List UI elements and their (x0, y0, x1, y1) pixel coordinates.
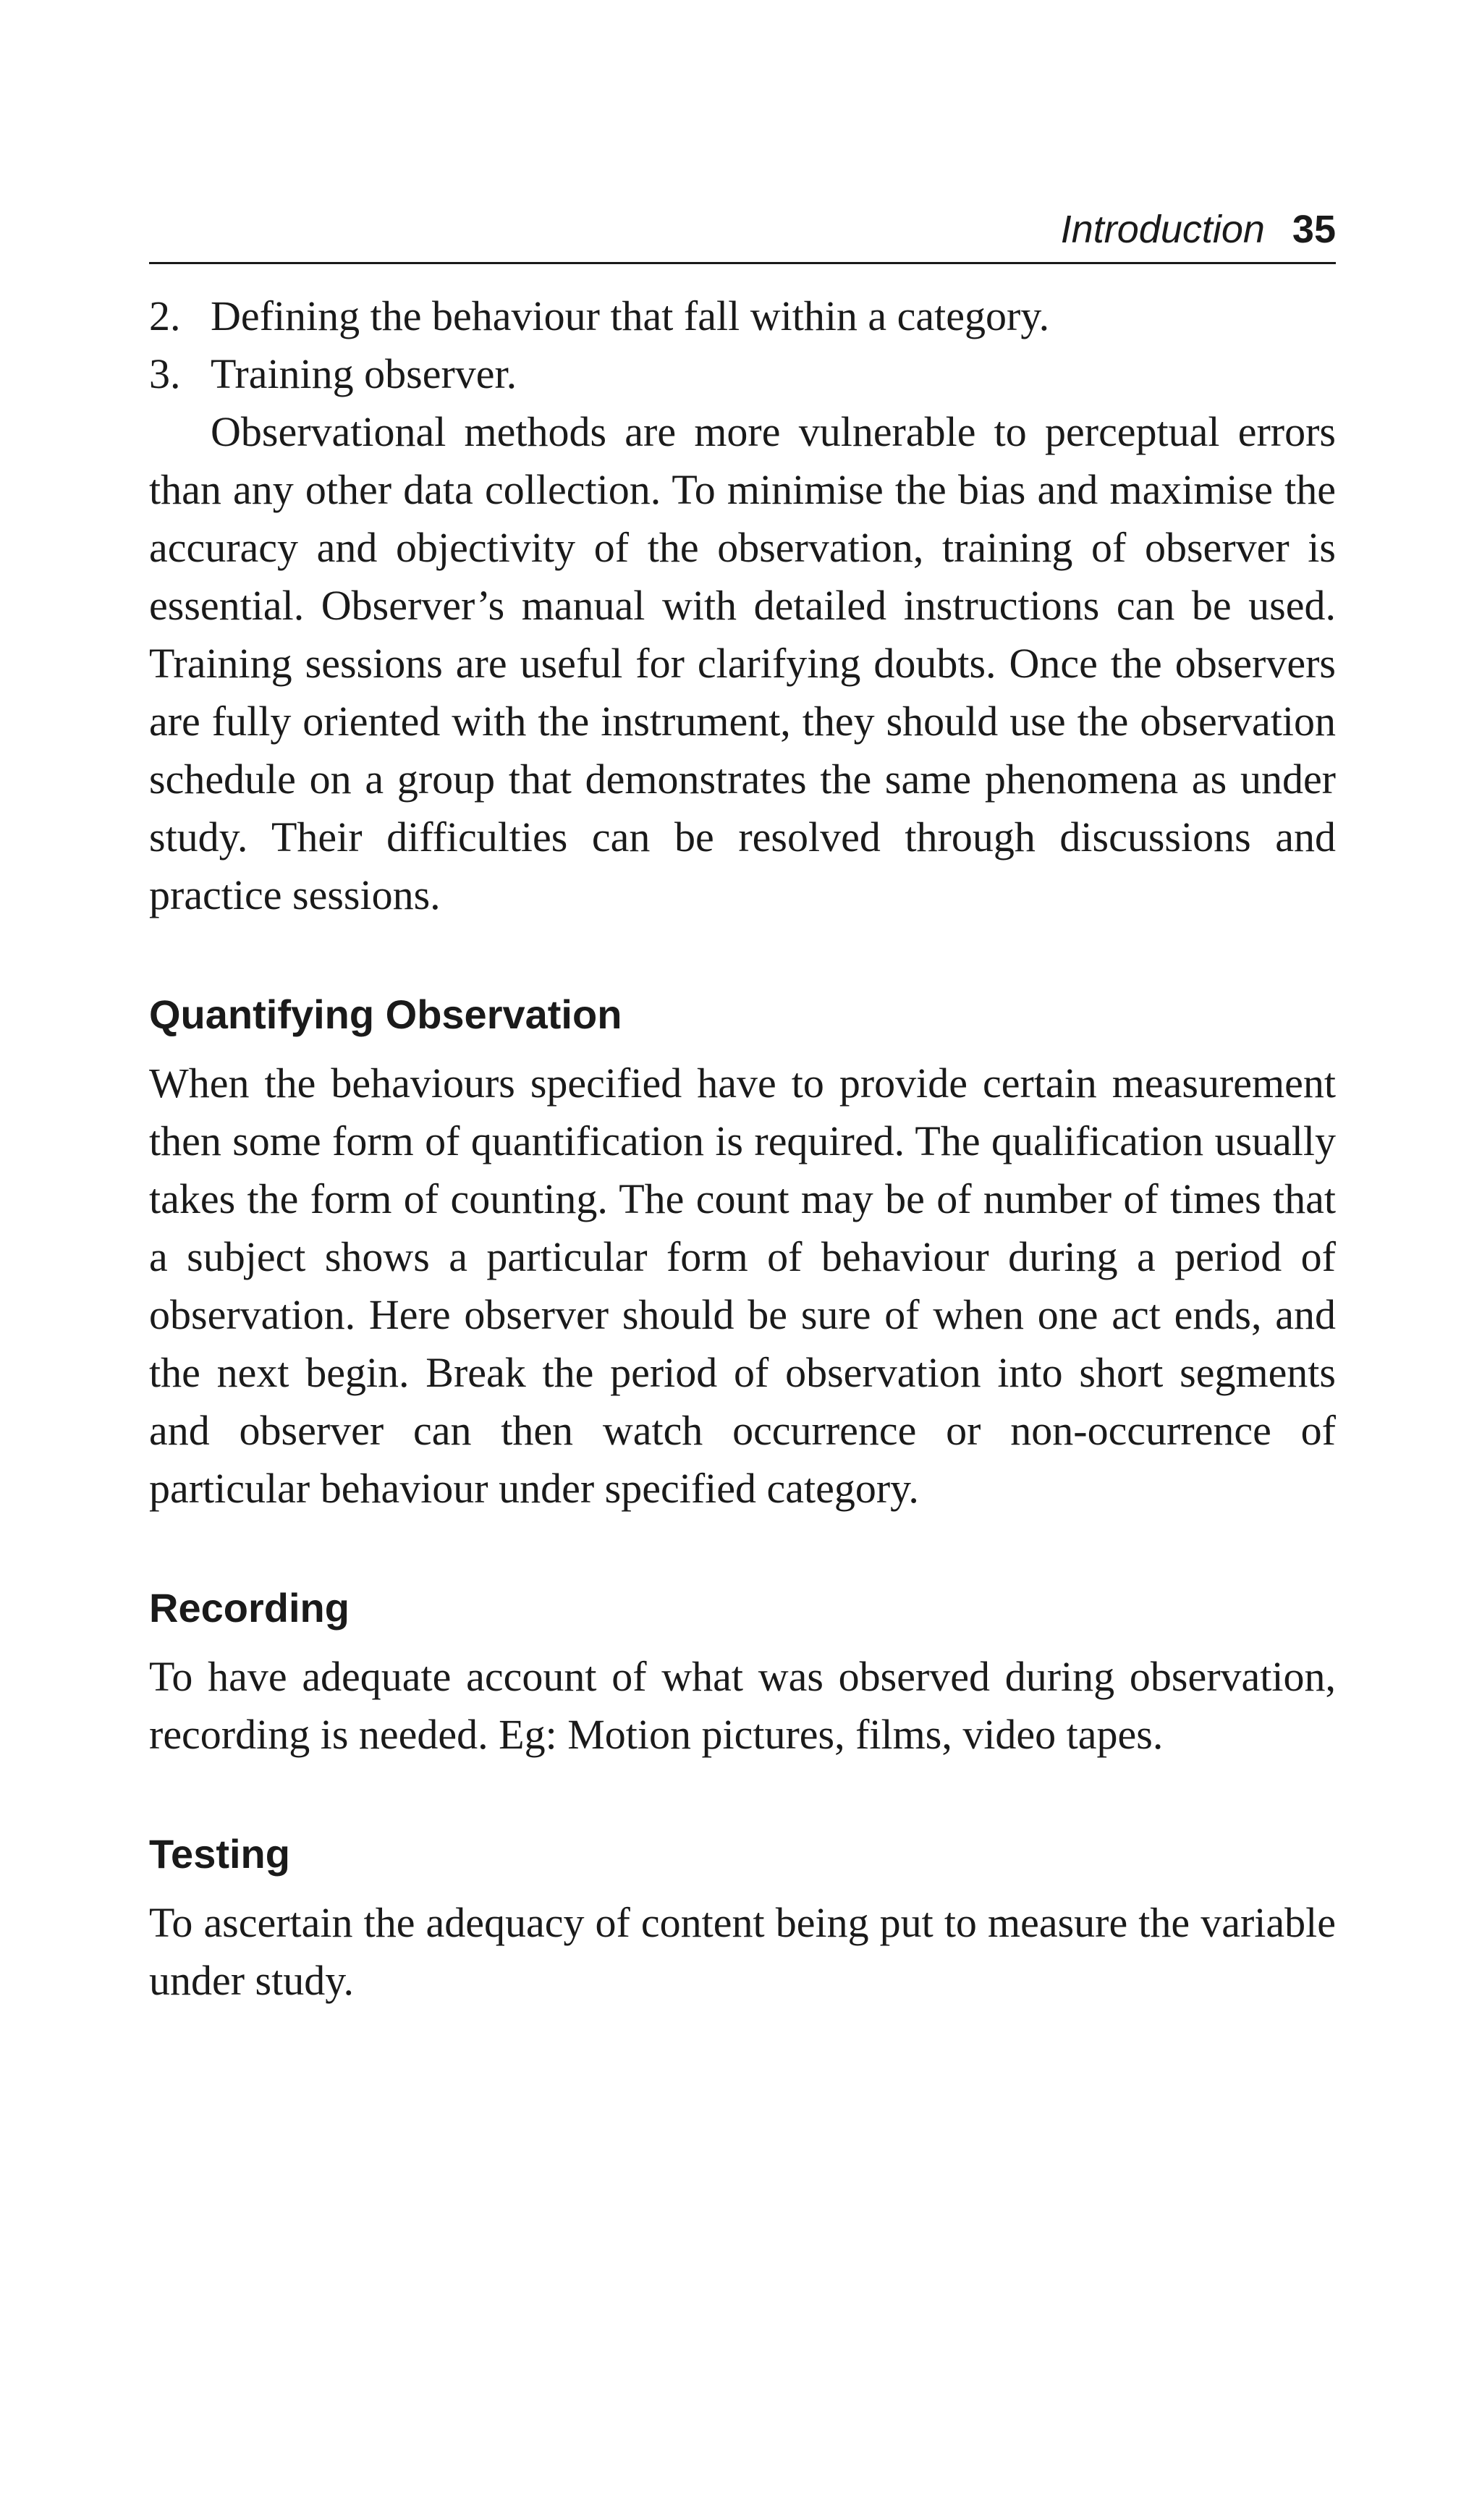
quantifying-paragraph: When the behaviours specified have to provide certain measurement then some form of quantification is required. The qualification usually takes the form of counting. The count may be of number of times that a subject shows a particular form of behaviour during a period of observation. Here observer should be sure of when one act ends, and the next begin. Break the period of observation into short segments and observer can then watch occurrence or non-occurrence of particular behaviour under specified category. (149, 1060, 1336, 1512)
testing-paragraph: To ascertain the adequacy of content being put to measure the variable under study. (149, 1899, 1336, 2004)
list-item-number: 3. (149, 350, 181, 397)
heading-quantifying-observation: Quantifying Observation (149, 991, 622, 1037)
numbered-list-item (149, 345, 1336, 403)
page-number: 35 (1292, 208, 1336, 251)
page-content (149, 287, 1336, 2010)
list-item-text: Defining the behaviour that fall within a category. (211, 292, 1050, 339)
running-header-section: Introduction (1060, 208, 1265, 251)
recording-paragraph: To have adequate account of what was observed during observation, recording is needed. Eg: Motion pictures, films, video tapes. (149, 1653, 1336, 1758)
book-page (149, 210, 1336, 2010)
running-header (149, 210, 1336, 264)
heading-recording: Recording (149, 1585, 350, 1631)
list-item-number: 2. (149, 292, 181, 339)
training-paragraph: Observational methods are more vulnerable to perceptual errors than any other data collection. To minimise the bias and maximise the accuracy and objectivity of the observation, training of observer is essential. Observer’s manual with detailed instructions can be used. Training sessions are useful for clarifying doubts. Once the observers are fully oriented with the instrument, they should use the observation schedule on a group that demonstrates the same phenomena as under study. Their difficulties can be resolved through discussions and practice sessions. (149, 408, 1336, 918)
heading-testing: Testing (149, 1831, 290, 1877)
list-item-text: Training observer. (211, 350, 517, 397)
numbered-list-item (149, 287, 1336, 345)
